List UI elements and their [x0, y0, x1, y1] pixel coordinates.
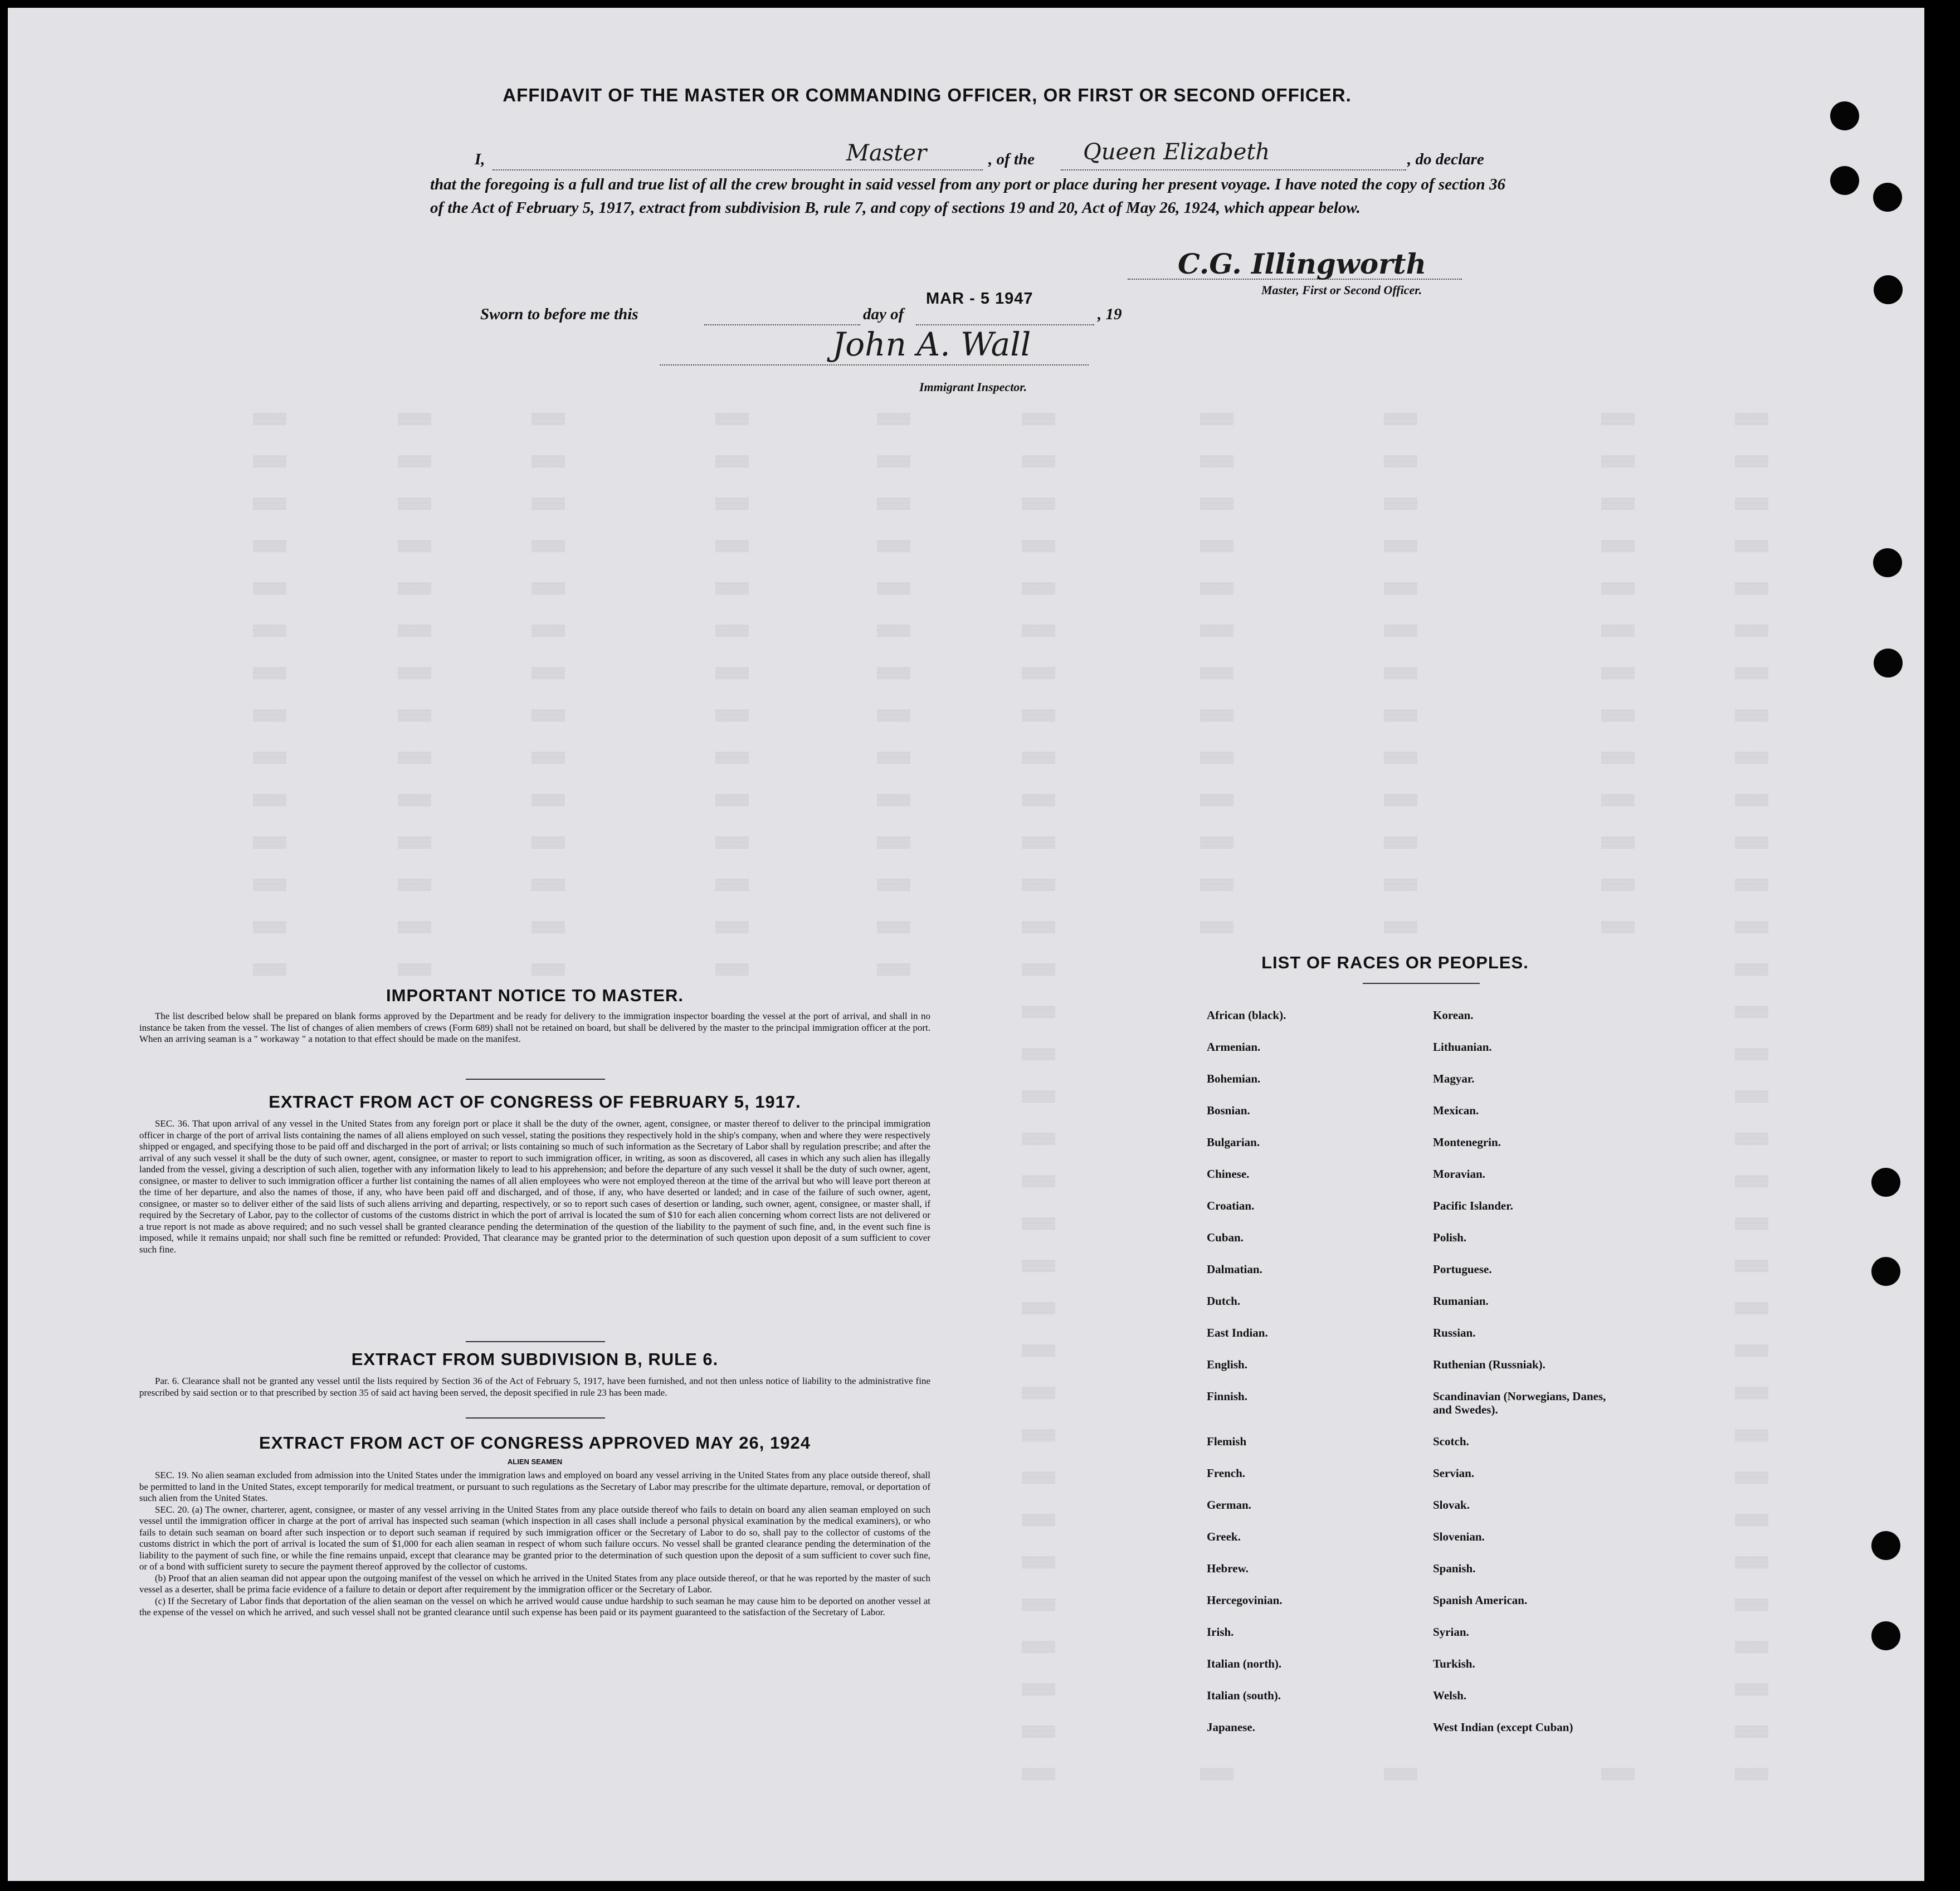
bleed-through-mark: ▒▒▒▒▒ — [253, 795, 287, 807]
race-item: Scandinavian (Norwegians, Danes, and Swedes). — [1433, 1390, 1606, 1416]
sworn-day-word: day of — [863, 305, 904, 323]
punch-hole — [1871, 1621, 1900, 1650]
bleed-through-mark: ▒▒▒▒▒ — [253, 583, 287, 596]
bleed-through-mark: ▒▒▒▒▒ — [1022, 710, 1056, 723]
bleed-through-mark: ▒▒▒▒▒ — [1200, 540, 1234, 553]
bleed-through-mark: ▒▒▒▒▒ — [1022, 1514, 1056, 1527]
bleed-through-mark: ▒▒▒▒▒ — [1022, 1472, 1056, 1485]
bleed-through-mark: ▒▒▒▒▒ — [253, 540, 287, 553]
bleed-through-mark: ▒▒▒▒▒ — [1601, 625, 1635, 638]
bleed-through-mark: ▒▒▒▒▒ — [1735, 964, 1769, 977]
race-item: Russian. — [1433, 1326, 1476, 1339]
race-item: Welsh. — [1433, 1689, 1467, 1702]
bleed-through-mark: ▒▒▒▒▒ — [1022, 1684, 1056, 1697]
sworn-year-prefix: , 19 — [1098, 305, 1122, 323]
bleed-through-mark: ▒▒▒▒▒ — [1022, 667, 1056, 680]
extract-1924-sec20a: SEC. 20. (a) The owner, charterer, agent, consignee, or master of any vessel arriving in the United States from any place outside thereof who fails to detain on board any alien seaman employed on such vessel until the immigration officer in charge at the port of arrival has inspected such seaman (which inspection in all cases shall include a personal physical examination by the medical examiners), or who fails to detain such seaman on board after such inspection or to deport such seaman if required by such immigration officer or the Secretary of Labor to do so, shall pay to the collector of customs of the customs district in which the port of arrival is located the sum of $1,000 for each alien seaman in respect of whom such failure occurs. No vessel shall be granted clearance pending the determination of the liability to the payment of such fine, or while the fine remains unpaid, except that clearance may be granted prior to the determination of such question upon the deposit of a sum sufficient to cover such fine, or of a bond with sufficient surety to secure the payment thereof approved by the collector of customs. — [139, 1504, 930, 1572]
bleed-through-mark: ▒▒▒▒▒ — [1022, 1091, 1056, 1104]
bleed-through-mark: ▒▒▒▒▒ — [1735, 922, 1769, 934]
bleed-through-mark: ▒▒▒▒▒ — [532, 583, 565, 596]
bleed-through-mark: ▒▒▒▒▒ — [1022, 1641, 1056, 1654]
bleed-through-mark: ▒▒▒▒▒ — [398, 879, 432, 892]
bleed-through-mark: ▒▒▒▒▒ — [1200, 625, 1234, 638]
bleed-through-mark: ▒▒▒▒▒ — [1022, 922, 1056, 934]
race-item: Spanish. — [1433, 1562, 1476, 1575]
bleed-through-mark: ▒▒▒▒▒ — [1735, 1387, 1769, 1400]
extract-1924-subtitle: ALIEN SEAMEN — [507, 1458, 563, 1466]
bleed-through-mark: ▒▒▒▒▒ — [398, 752, 432, 765]
bleed-through-mark: ▒▒▒▒▒ — [1384, 752, 1418, 765]
bleed-through-mark: ▒▒▒▒▒ — [715, 625, 749, 638]
divider — [1363, 983, 1480, 984]
bleed-through-mark: ▒▒▒▒▒ — [1200, 413, 1234, 426]
bleed-through-mark: ▒▒▒▒▒ — [1601, 752, 1635, 765]
bleed-through-mark: ▒▒▒▒▒ — [877, 413, 911, 426]
bleed-through-mark: ▒▒▒▒▒ — [1735, 540, 1769, 553]
bleed-through-mark: ▒▒▒▒▒ — [532, 540, 565, 553]
race-item: Syrian. — [1433, 1625, 1469, 1639]
bleed-through-mark: ▒▒▒▒▒ — [1022, 1133, 1056, 1146]
bleed-through-mark: ▒▒▒▒▒ — [1200, 456, 1234, 469]
race-item: Irish. — [1207, 1625, 1234, 1639]
bleed-through-mark: ▒▒▒▒▒ — [1735, 1260, 1769, 1273]
race-item: Japanese. — [1207, 1721, 1255, 1734]
punch-hole — [1830, 166, 1859, 195]
bleed-through-mark: ▒▒▒▒▒ — [715, 456, 749, 469]
bleed-through-mark: ▒▒▒▒▒ — [532, 413, 565, 426]
bleed-through-mark: ▒▒▒▒▒ — [1022, 752, 1056, 765]
bleed-through-mark: ▒▒▒▒▒ — [1735, 1514, 1769, 1527]
bleed-through-mark: ▒▒▒▒▒ — [398, 710, 432, 723]
bleed-through-mark: ▒▒▒▒▒ — [532, 837, 565, 850]
bleed-through-mark: ▒▒▒▒▒ — [532, 456, 565, 469]
bleed-through-mark: ▒▒▒▒▒ — [1022, 1006, 1056, 1019]
bleed-through-mark: ▒▒▒▒▒ — [253, 879, 287, 892]
bleed-through-mark: ▒▒▒▒▒ — [1022, 879, 1056, 892]
bleed-through-mark: ▒▒▒▒▒ — [253, 625, 287, 638]
race-item: Rumanian. — [1433, 1294, 1489, 1308]
bleed-through-mark: ▒▒▒▒▒ — [1384, 498, 1418, 511]
bleed-through-mark: ▒▒▒▒▒ — [715, 752, 749, 765]
race-item: Polish. — [1433, 1231, 1467, 1244]
bleed-through-mark: ▒▒▒▒▒ — [1735, 667, 1769, 680]
race-item: Bosnian. — [1207, 1104, 1250, 1117]
bleed-through-mark: ▒▒▒▒▒ — [1022, 413, 1056, 426]
bleed-through-mark: ▒▒▒▒▒ — [1384, 540, 1418, 553]
race-item: English. — [1207, 1358, 1247, 1371]
bleed-through-mark: ▒▒▒▒▒ — [532, 625, 565, 638]
notice-text: The list described below shall be prepared on blank forms approved by the Department and be ready for delivery to the immigration inspector boarding the vessel at the port of arrival, and shall in no instance be taken from the vessel. The list of changes of alien members of crews (Form 689) shall not be retained on board, but shall be delivered by the master to the principal immigration officer at the port. When an arriving seaman is a " workaway " a notation to that effect should be made on the manifest. — [139, 1011, 930, 1044]
bleed-through-mark: ▒▒▒▒▒ — [1735, 1049, 1769, 1061]
handwritten-vessel-name: Queen Elizabeth — [1083, 139, 1270, 165]
bleed-through-mark: ▒▒▒▒▒ — [398, 837, 432, 850]
divider — [466, 1417, 605, 1419]
inspector-caption: Immigrant Inspector. — [919, 380, 1027, 394]
bleed-through-mark: ▒▒▒▒▒ — [532, 922, 565, 934]
bleed-through-mark: ▒▒▒▒▒ — [1200, 795, 1234, 807]
race-item: Armenian. — [1207, 1040, 1261, 1054]
bleed-through-mark: ▒▒▒▒▒ — [877, 710, 911, 723]
affidavit-line1-mid: , of the — [988, 150, 1035, 168]
punch-hole — [1873, 548, 1902, 577]
race-item: Servian. — [1433, 1466, 1475, 1480]
bleed-through-mark: ▒▒▒▒▒ — [1735, 1091, 1769, 1104]
bleed-through-mark: ▒▒▒▒▒ — [398, 413, 432, 426]
bleed-through-mark: ▒▒▒▒▒ — [1601, 795, 1635, 807]
bleed-through-mark: ▒▒▒▒▒ — [1022, 1049, 1056, 1061]
bleed-through-mark: ▒▒▒▒▒ — [1601, 837, 1635, 850]
extract-rule6-title: EXTRACT FROM SUBDIVISION B, RULE 6. — [351, 1349, 719, 1369]
bleed-through-mark: ▒▒▒▒▒ — [1735, 1557, 1769, 1570]
bleed-through-mark: ▒▒▒▒▒ — [1200, 710, 1234, 723]
bleed-through-mark: ▒▒▒▒▒ — [1601, 413, 1635, 426]
bleed-through-mark: ▒▒▒▒▒ — [1735, 1345, 1769, 1358]
notice-title: IMPORTANT NOTICE TO MASTER. — [386, 986, 684, 1005]
bleed-through-mark: ▒▒▒▒▒ — [1601, 583, 1635, 596]
punch-hole — [1873, 183, 1902, 212]
bleed-through-mark: ▒▒▒▒▒ — [1022, 1387, 1056, 1400]
bleed-through-mark: ▒▒▒▒▒ — [715, 922, 749, 934]
bleed-through-mark: ▒▒▒▒▒ — [1601, 922, 1635, 934]
bleed-through-mark: ▒▒▒▒▒ — [532, 710, 565, 723]
bleed-through-mark: ▒▒▒▒▒ — [1200, 498, 1234, 511]
bleed-through-mark: ▒▒▒▒▒ — [1735, 1218, 1769, 1231]
bleed-through-mark: ▒▒▒▒▒ — [1384, 1768, 1418, 1781]
bleed-through-mark: ▒▒▒▒▒ — [532, 795, 565, 807]
bleed-through-mark: ▒▒▒▒▒ — [1384, 667, 1418, 680]
bleed-through-mark: ▒▒▒▒▒ — [1735, 1641, 1769, 1654]
race-item: Slovak. — [1433, 1498, 1470, 1512]
race-item: Cuban. — [1207, 1231, 1244, 1244]
bleed-through-mark: ▒▒▒▒▒ — [1735, 1768, 1769, 1781]
bleed-through-mark: ▒▒▒▒▒ — [1735, 625, 1769, 638]
bleed-through-mark: ▒▒▒▒▒ — [877, 922, 911, 934]
bleed-through-mark: ▒▒▒▒▒ — [1022, 837, 1056, 850]
bleed-through-mark: ▒▒▒▒▒ — [1735, 1133, 1769, 1146]
race-item: Italian (south). — [1207, 1689, 1281, 1702]
extract-1924-sec20c: (c) If the Secretary of Labor finds that deportation of the alien seaman on the vessel on which he arrived would cause undue hardship to such seaman he may cause him to be deported on another vessel at the expense of the vessel on which he arrived, and such vessel shall not be granted clearance until such expense has been paid or its payment guaranteed to the satisfaction of the Secretary of Labor. — [139, 1595, 930, 1617]
race-item: Pacific Islander. — [1433, 1199, 1513, 1212]
race-item: Moravian. — [1433, 1167, 1485, 1181]
bleed-through-mark: ▒▒▒▒▒ — [1022, 1345, 1056, 1358]
race-item: Dalmatian. — [1207, 1263, 1262, 1276]
bleed-through-mark: ▒▒▒▒▒ — [1022, 498, 1056, 511]
bleed-through-mark: ▒▒▒▒▒ — [532, 667, 565, 680]
race-item: Bulgarian. — [1207, 1135, 1260, 1149]
bleed-through-mark: ▒▒▒▒▒ — [398, 795, 432, 807]
race-item: Turkish. — [1433, 1657, 1475, 1670]
bleed-through-mark: ▒▒▒▒▒ — [253, 667, 287, 680]
affidavit-line1-suffix: , do declare — [1407, 150, 1484, 168]
bleed-through-mark: ▒▒▒▒▒ — [1601, 456, 1635, 469]
bleed-through-mark: ▒▒▒▒▒ — [253, 922, 287, 934]
extract-1917-text: SEC. 36. That upon arrival of any vessel in the United States from any foreign port or place it shall be the duty of the owner, agent, consignee, or master thereof to deliver to the principal immigration officer in charge of the port of arrival lists containing the names of all aliens employed on such vessel, stating the positions they respectively hold in the ship's company, when and where they were respectively shipped or engaged, and specifying those to be paid off and discharged in the port of arrival; or lists containing so much of such information as the Secretary of Labor shall by regulation prescribe; and after the arrival of any such vessel it shall be the duty of such owner, agent, consignee, or master to report to such immigration officer, in writing, as soon as discovered, all cases in which any such alien has illegally landed from the vessel, giving a description of such alien, together with any information likely to lead to his apprehension; and before the departure of any such vessel it shall be the duty of such owner, agent, consignee, or master to deliver to such immigration officer a further list containing the names of all alien employees who were not employed thereon at the time of the arrival but who will leave port thereon at the time of her departure, and also the names of those, if any, who have been paid off and discharged, and of those, if any, who have deserted or landed; and in case of the failure of such owner, agent, consignee, or master so to deliver either of the said lists of such aliens arriving and departing, respectively, or so to report such cases of desertion or landing, such owner, agent, consignee, or master shall, if required by the Secretary of Labor, pay to the collector of customs of the customs district in which the port of arrival is located the sum of $10 for each alien concerning whom correct lists are not delivered or a true report is not made as above required; and no such vessel shall be granted clearance pending the determination of the question of the liability to the payment of such fine, and, in the event such fine is imposed, while it remains unpaid; nor shall such fine be remitted or refunded: Provided, That clearance may be granted prior to the determination of such question upon deposit of a sum sufficient to cover such fine. — [139, 1118, 930, 1255]
bleed-through-mark: ▒▒▒▒▒ — [253, 456, 287, 469]
bleed-through-mark: ▒▒▒▒▒ — [253, 964, 287, 977]
bleed-through-mark: ▒▒▒▒▒ — [1200, 922, 1234, 934]
bleed-through-mark: ▒▒▒▒▒ — [1384, 922, 1418, 934]
bleed-through-mark: ▒▒▒▒▒ — [877, 795, 911, 807]
race-item: Italian (north). — [1207, 1657, 1282, 1670]
race-item: Portuguese. — [1433, 1263, 1492, 1276]
race-item: Chinese. — [1207, 1167, 1250, 1181]
extract-1917-title: EXTRACT FROM ACT OF CONGRESS OF FEBRUARY 5, 1917. — [269, 1092, 801, 1112]
bleed-through-mark: ▒▒▒▒▒ — [1022, 625, 1056, 638]
bleed-through-mark: ▒▒▒▒▒ — [1200, 667, 1234, 680]
race-item: Spanish American. — [1433, 1593, 1528, 1607]
affidavit-line1-prefix: I, — [475, 150, 485, 168]
race-item: Slovenian. — [1433, 1530, 1485, 1543]
race-item: Finnish. — [1207, 1390, 1247, 1403]
bleed-through-mark: ▒▒▒▒▒ — [1735, 837, 1769, 850]
bleed-through-mark: ▒▒▒▒▒ — [1735, 1684, 1769, 1697]
race-item: Hebrew. — [1207, 1562, 1249, 1575]
bleed-through-mark: ▒▒▒▒▒ — [1384, 583, 1418, 596]
bleed-through-mark: ▒▒▒▒▒ — [398, 667, 432, 680]
affidavit-title: AFFIDAVIT OF THE MASTER OR COMMANDING OFFICER, OR FIRST OR SECOND OFFICER. — [503, 85, 1352, 105]
bleed-through-mark: ▒▒▒▒▒ — [877, 625, 911, 638]
bleed-through-mark: ▒▒▒▒▒ — [877, 667, 911, 680]
bleed-through-mark: ▒▒▒▒▒ — [1022, 1557, 1056, 1570]
bleed-through-mark: ▒▒▒▒▒ — [1022, 1430, 1056, 1442]
bleed-through-mark: ▒▒▒▒▒ — [1022, 795, 1056, 807]
race-item: Magyar. — [1433, 1072, 1475, 1085]
bleed-through-mark: ▒▒▒▒▒ — [532, 498, 565, 511]
bleed-through-mark: ▒▒▒▒▒ — [1735, 1303, 1769, 1315]
bleed-through-mark: ▒▒▒▒▒ — [1384, 710, 1418, 723]
bleed-through-mark: ▒▒▒▒▒ — [1735, 710, 1769, 723]
punch-hole — [1871, 1257, 1900, 1286]
bleed-through-mark: ▒▒▒▒▒ — [1601, 498, 1635, 511]
divider — [466, 1341, 605, 1342]
race-item: Ruthenian (Russniak). — [1433, 1358, 1545, 1371]
bleed-through-mark: ▒▒▒▒▒ — [253, 413, 287, 426]
bleed-through-mark: ▒▒▒▒▒ — [1735, 456, 1769, 469]
race-item: East Indian. — [1207, 1326, 1268, 1339]
divider — [466, 1079, 605, 1080]
punch-hole — [1871, 1531, 1900, 1560]
bleed-through-mark: ▒▒▒▒▒ — [398, 922, 432, 934]
affidavit-body: that the foregoing is a full and true list of all the crew brought in said vessel from any port or place during her present voyage. I have noted the copy of section 36 of the Act of February 5, 1917, extract from subdivision B, rule 7, and copy of sections 19 and 20, Act of May 26, 1924, which appear below. — [430, 176, 1505, 217]
race-item: Korean. — [1433, 1008, 1474, 1022]
bleed-through-mark: ▒▒▒▒▒ — [1384, 795, 1418, 807]
bleed-through-mark: ▒▒▒▒▒ — [715, 540, 749, 553]
bleed-through-mark: ▒▒▒▒▒ — [253, 710, 287, 723]
bleed-through-mark: ▒▒▒▒▒ — [877, 837, 911, 850]
bleed-through-mark: ▒▒▒▒▒ — [1200, 752, 1234, 765]
handwritten-role: Master — [846, 140, 927, 166]
bleed-through-mark: ▒▒▒▒▒ — [715, 583, 749, 596]
races-title: LIST OF RACES OR PEOPLES. — [1261, 953, 1529, 972]
bleed-through-mark: ▒▒▒▒▒ — [1601, 1768, 1635, 1781]
inspector-signature: John A. Wall — [832, 325, 1031, 363]
race-item: Mexican. — [1433, 1104, 1479, 1117]
race-item: Croatian. — [1207, 1199, 1255, 1212]
punch-hole — [1830, 101, 1859, 130]
bleed-through-mark: ▒▒▒▒▒ — [398, 964, 432, 977]
race-item: German. — [1207, 1498, 1251, 1512]
vessel-blank — [1061, 169, 1406, 170]
bleed-through-mark: ▒▒▒▒▒ — [398, 540, 432, 553]
bleed-through-mark: ▒▒▒▒▒ — [715, 879, 749, 892]
bleed-through-mark: ▒▒▒▒▒ — [1735, 1472, 1769, 1485]
bleed-through-mark: ▒▒▒▒▒ — [253, 498, 287, 511]
bleed-through-mark: ▒▒▒▒▒ — [532, 964, 565, 977]
bleed-through-mark: ▒▒▒▒▒ — [715, 964, 749, 977]
bleed-through-mark: ▒▒▒▒▒ — [877, 583, 911, 596]
race-item: Bohemian. — [1207, 1072, 1261, 1085]
bleed-through-mark: ▒▒▒▒▒ — [1384, 879, 1418, 892]
bleed-through-mark: ▒▒▒▒▒ — [1735, 752, 1769, 765]
race-item: Flemish — [1207, 1435, 1247, 1448]
race-item: Dutch. — [1207, 1294, 1241, 1308]
extract-1924-sec19: SEC. 19. No alien seaman excluded from admission into the United States under the immigration laws and employed on board any vessel arriving in the United States from any place outside thereof, shall be permitted to land in the United States, except temporarily for medical treatment, or pursuant to such regulations as the Secretary of Labor may prescribe for the ultimate departure, removal, or deportation of such alien from the United States. — [139, 1470, 930, 1503]
bleed-through-mark: ▒▒▒▒▒ — [1384, 413, 1418, 426]
bleed-through-mark: ▒▒▒▒▒ — [1384, 456, 1418, 469]
race-item: Greek. — [1207, 1530, 1241, 1543]
bleed-through-mark: ▒▒▒▒▒ — [1022, 1303, 1056, 1315]
bleed-through-mark: ▒▒▒▒▒ — [1022, 1176, 1056, 1188]
inspector-signature-line — [660, 364, 1089, 365]
bleed-through-mark: ▒▒▒▒▒ — [715, 498, 749, 511]
bleed-through-mark: ▒▒▒▒▒ — [715, 413, 749, 426]
race-item: Hercegovinian. — [1207, 1593, 1283, 1607]
punch-hole — [1874, 275, 1903, 304]
bleed-through-mark: ▒▒▒▒▒ — [1735, 583, 1769, 596]
race-item: African (black). — [1207, 1008, 1286, 1022]
bleed-through-mark: ▒▒▒▒▒ — [1384, 837, 1418, 850]
bleed-through-mark: ▒▒▒▒▒ — [1200, 1768, 1234, 1781]
bleed-through-mark: ▒▒▒▒▒ — [1735, 795, 1769, 807]
bleed-through-mark: ▒▒▒▒▒ — [877, 752, 911, 765]
bleed-through-mark: ▒▒▒▒▒ — [1022, 1218, 1056, 1231]
bleed-through-mark: ▒▒▒▒▒ — [1022, 583, 1056, 596]
bleed-through-mark: ▒▒▒▒▒ — [398, 625, 432, 638]
bleed-through-mark: ▒▒▒▒▒ — [715, 710, 749, 723]
bleed-through-mark: ▒▒▒▒▒ — [398, 583, 432, 596]
punch-hole — [1871, 1168, 1900, 1197]
bleed-through-mark: ▒▒▒▒▒ — [877, 964, 911, 977]
race-item: Scotch. — [1433, 1435, 1469, 1448]
bleed-through-mark: ▒▒▒▒▒ — [398, 456, 432, 469]
bleed-through-mark: ▒▒▒▒▒ — [715, 837, 749, 850]
bleed-through-mark: ▒▒▒▒▒ — [715, 795, 749, 807]
bleed-through-mark: ▒▒▒▒▒ — [1022, 456, 1056, 469]
bleed-through-mark: ▒▒▒▒▒ — [1601, 879, 1635, 892]
bleed-through-mark: ▒▒▒▒▒ — [877, 456, 911, 469]
bleed-through-mark: ▒▒▒▒▒ — [1735, 879, 1769, 892]
bleed-through-mark: ▒▒▒▒▒ — [398, 498, 432, 511]
bleed-through-mark: ▒▒▒▒▒ — [1200, 583, 1234, 596]
race-item: French. — [1207, 1466, 1246, 1480]
bleed-through-mark: ▒▒▒▒▒ — [1022, 540, 1056, 553]
race-item: Montenegrin. — [1433, 1135, 1501, 1149]
bleed-through-mark: ▒▒▒▒▒ — [1022, 1599, 1056, 1612]
bleed-through-mark: ▒▒▒▒▒ — [1200, 837, 1234, 850]
extract-1924-title: EXTRACT FROM ACT OF CONGRESS APPROVED MAY 26, 1924 — [259, 1433, 811, 1453]
punch-hole — [1874, 649, 1903, 678]
bleed-through-mark: ▒▒▒▒▒ — [877, 879, 911, 892]
bleed-through-mark: ▒▒▒▒▒ — [532, 752, 565, 765]
bleed-through-mark: ▒▒▒▒▒ — [1022, 1726, 1056, 1739]
bleed-through-mark: ▒▒▒▒▒ — [1022, 1260, 1056, 1273]
bleed-through-mark: ▒▒▒▒▒ — [1601, 540, 1635, 553]
role-blank — [493, 169, 983, 170]
race-item: West Indian (except Cuban) — [1433, 1721, 1573, 1734]
bleed-through-mark: ▒▒▒▒▒ — [532, 879, 565, 892]
bleed-through-mark: ▒▒▒▒▒ — [1735, 498, 1769, 511]
extract-1924-sec20b: (b) Proof that an alien seaman did not appear upon the outgoing manifest of the vessel on which he arrived in the United States from any place outside thereof, or that he was reported by the master of such vessel as a deserter, shall be prima facie evidence of a failure to detain or deport after requirement by the immigration officer or the Secretary of Labor. — [139, 1572, 930, 1595]
race-item: Lithuanian. — [1433, 1040, 1492, 1054]
bleed-through-mark: ▒▒▒▒▒ — [1735, 1726, 1769, 1739]
extract-rule6-text: Par. 6. Clearance shall not be granted any vessel until the lists required by Section 36 of the Act of February 5, 1917, have been furnished, and not then unless notice of liability to the administrative fine prescribed by said section or to that prescribed by section 35 of said act having been served, the deposit specified in rule 23 has been made. — [139, 1376, 930, 1398]
bleed-through-mark: ▒▒▒▒▒ — [877, 540, 911, 553]
bleed-through-mark: ▒▒▒▒▒ — [1601, 667, 1635, 680]
bleed-through-mark: ▒▒▒▒▒ — [1384, 625, 1418, 638]
bleed-through-mark: ▒▒▒▒▒ — [1735, 1599, 1769, 1612]
date-stamp: MAR - 5 1947 — [926, 290, 1033, 308]
master-signature: C.G. Illingworth — [1178, 247, 1426, 280]
signature-caption: Master, First or Second Officer. — [1261, 283, 1422, 297]
bleed-through-mark: ▒▒▒▒▒ — [1022, 1768, 1056, 1781]
bleed-through-mark: ▒▒▒▒▒ — [1735, 413, 1769, 426]
bleed-through-mark: ▒▒▒▒▒ — [1601, 710, 1635, 723]
bleed-through-mark: ▒▒▒▒▒ — [253, 752, 287, 765]
bleed-through-mark: ▒▒▒▒▒ — [1735, 1176, 1769, 1188]
document-page — [8, 8, 1924, 1881]
bleed-through-mark: ▒▒▒▒▒ — [1200, 879, 1234, 892]
bleed-through-mark: ▒▒▒▒▒ — [877, 498, 911, 511]
bleed-through-mark: ▒▒▒▒▒ — [1022, 964, 1056, 977]
bleed-through-mark: ▒▒▒▒▒ — [1735, 1006, 1769, 1019]
bleed-through-mark: ▒▒▒▒▒ — [715, 667, 749, 680]
bleed-through-mark: ▒▒▒▒▒ — [253, 837, 287, 850]
bleed-through-mark: ▒▒▒▒▒ — [1735, 1430, 1769, 1442]
sworn-prefix: Sworn to before me this — [480, 305, 638, 323]
